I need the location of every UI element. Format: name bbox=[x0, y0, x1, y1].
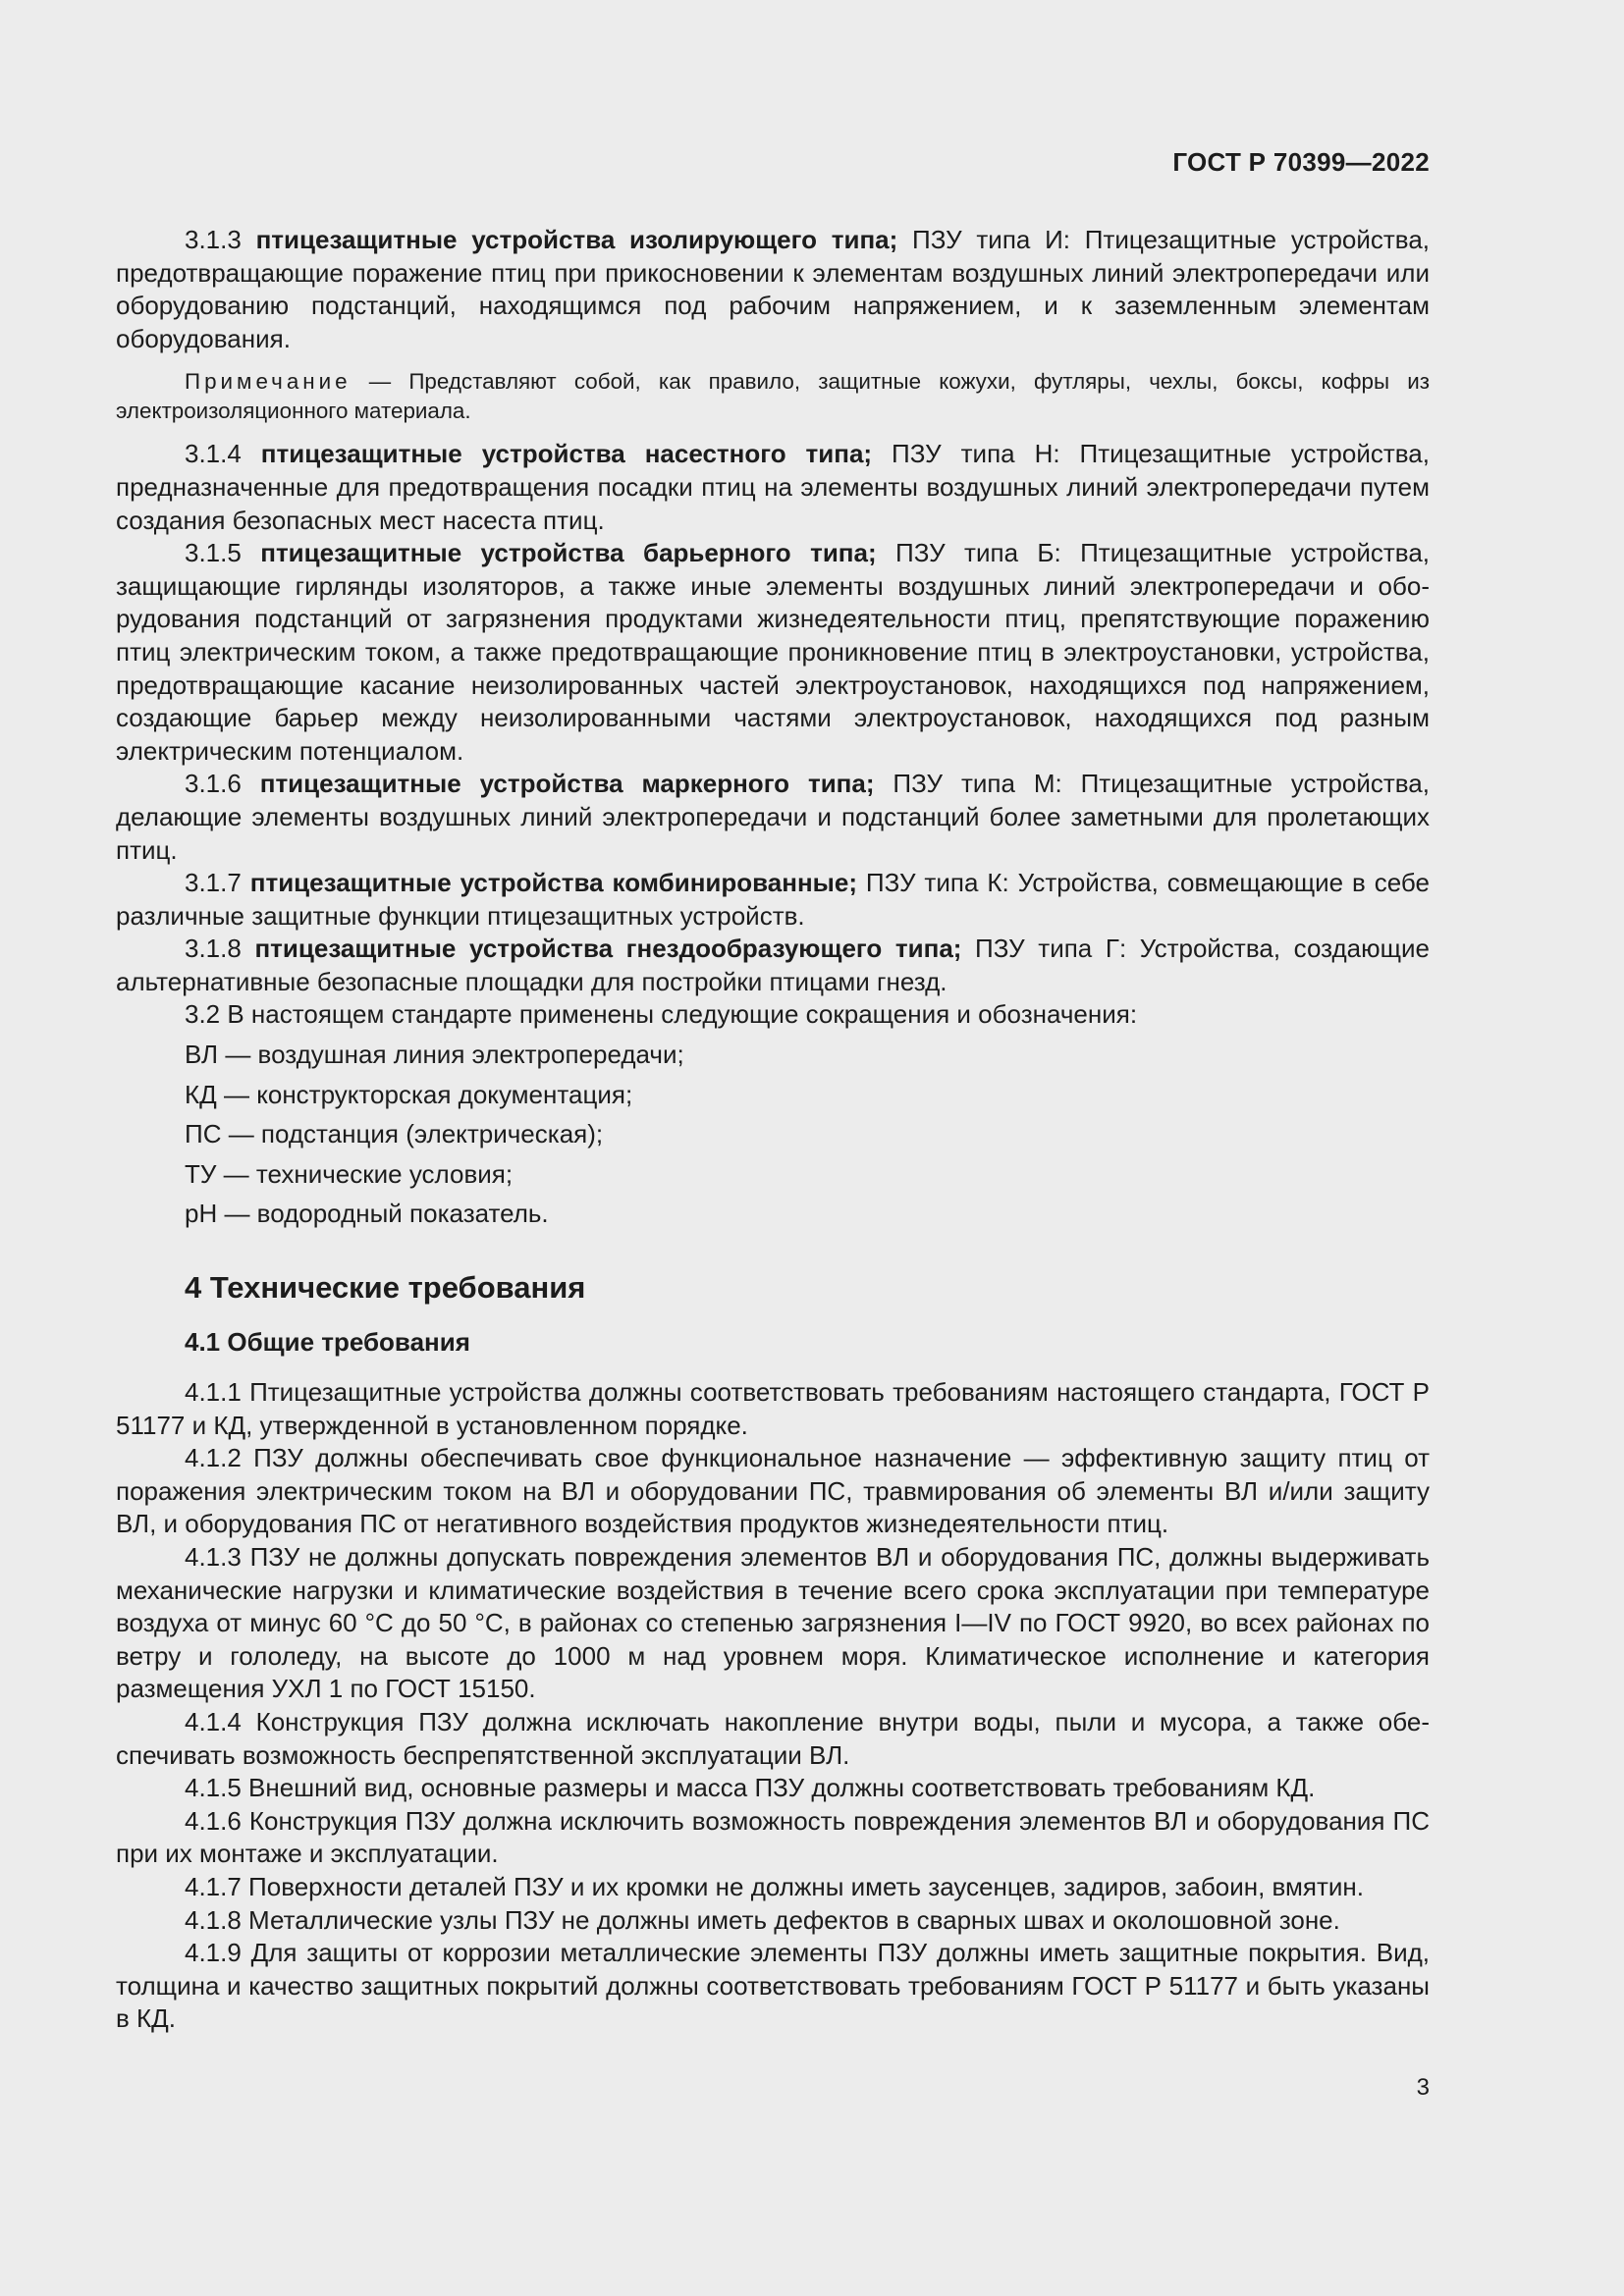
abbreviation-item: рН — водородный показатель. bbox=[185, 1199, 549, 1229]
term: птицезащитные устройства изолирующего типа; bbox=[255, 225, 898, 254]
definition-3-1-6 bbox=[116, 768, 1430, 867]
requirement-4-1-8: 4.1.8 Металлические узлы ПЗУ не должны иметь дефектов в сварных швах и околошовной зоне. bbox=[185, 1904, 1340, 1935]
clause-number: 3.1.8 bbox=[185, 934, 242, 964]
requirement-4-1-1: 4.1.1 Птицезащитные устройства должны соответствовать требованиям настоящего стандарта, ГОСТ Р 51177 и КД, утвержденной в установленном порядке. bbox=[116, 1377, 1430, 1440]
note-label: Примечание bbox=[185, 369, 352, 395]
abbreviation-item: КД — конструкторская документация; bbox=[185, 1079, 633, 1109]
abbreviation-item: ПС — подстанция (электрическая); bbox=[185, 1119, 604, 1149]
section-4-heading: 4 Технические требования bbox=[185, 1270, 586, 1306]
definition-3-1-3 bbox=[116, 224, 1430, 355]
clause-number: 3.1.6 bbox=[185, 769, 242, 799]
requirement-4-1-3: 4.1.3 ПЗУ не должны допускать повреждения элементов ВЛ и оборудования ПС, должны выдерживать механические нагрузки и климатические воздействия в течение всего срока эксплуатации при температуре воздуха от минус 60 °С до 50 °С, в районах со степенью загрязнения I—IV по ГОСТ 9920, во всех районах по ветру и гололеду, на высоте до 1000 м над уровнем моря. Климатическое исполнение и категория размещения УХЛ 1 по ГОСТ 15150. bbox=[116, 1542, 1430, 1704]
term: птицезащитные устройства комбинированные; bbox=[249, 868, 857, 898]
definition-text: ПЗУ типа Г: Устройства, создающие альтернативные безопасные площадки для постройки птицами гнезд. bbox=[116, 934, 1430, 996]
definition-text: ПЗУ типа Б: Птицезащитные устройства, защищающие гирлянды изоляторов, а также иные элементы воздушных линий электропередачи и оборудования подстанций от загрязнения продуктами жизнедеятельности птиц, препятствующие поражению птиц электрическим током, а также предотвращающие проникновение птиц в электроустановки, устройства, предотвращающие касание неизолированных частей электроустановок, находящихся под напряжением, создающие барьер между неизолированными частями электроустановок, находящихся под разным электрическим потенциалом. bbox=[116, 538, 1430, 766]
definition-text: ПЗУ типа К: Устройства, совмещающие в себе различные защитные функции птицезащитных устройств. bbox=[116, 868, 1430, 931]
clause-number: 3.1.5 bbox=[185, 538, 242, 568]
clause-3-2: 3.2 В настоящем стандарте применены следующие сокращения и обозначения: bbox=[185, 999, 1138, 1030]
requirement-4-1-4: 4.1.4 Конструкция ПЗУ должна исключать накопление внутри воды, пыли и мусора, а также обеспечивать возможность беспрепятственной эксплуатации ВЛ. bbox=[116, 1706, 1430, 1770]
note-text: — Представляют собой, как правило, защитные кожухи, футляры, чехлы, боксы, кофры из электроизоляционного материала. bbox=[116, 369, 1430, 424]
requirement-4-1-9: 4.1.9 Для защиты от коррозии металлические элементы ПЗУ должны иметь защитные покрытия. Вид, толщина и качество защитных покрытий должны соответствовать требованиям ГОСТ Р 51177 и быть указаны в КД. bbox=[116, 1938, 1430, 2034]
definition-text: ПЗУ типа М: Птицезащитные устройства, делающие элементы воздушных линий электропередачи и подстанций более заметными для пролетающих птиц. bbox=[116, 769, 1430, 865]
term: птицезащитные устройства насестного типа; bbox=[260, 439, 873, 469]
term: птицезащитные устройства гнездообразующего типа; bbox=[254, 934, 962, 964]
requirement-4-1-5: 4.1.5 Внешний вид, основные размеры и масса ПЗУ должны соответствовать требованиям КД. bbox=[185, 1773, 1316, 1803]
abbreviation-item: ТУ — технические условия; bbox=[185, 1158, 514, 1189]
definition-3-1-8 bbox=[116, 933, 1430, 998]
abbreviation-item: ВЛ — воздушная линия электропередачи; bbox=[185, 1040, 684, 1070]
note bbox=[116, 367, 1430, 426]
clause-number: 3.1.3 bbox=[185, 225, 242, 254]
requirement-4-1-6: 4.1.6 Конструкция ПЗУ должна исключить возможность повреждения элементов ВЛ и оборудования ПС при их монтаже и эксплуатации. bbox=[116, 1805, 1430, 1869]
definition-3-1-7 bbox=[116, 867, 1430, 933]
document-id-header: ГОСТ Р 70399—2022 bbox=[1172, 147, 1430, 177]
page-number: 3 bbox=[1416, 2074, 1430, 2101]
requirement-4-1-2: 4.1.2 ПЗУ должны обеспечивать свое функциональное назначение — эффективную защиту птиц от поражения электрическим током на ВЛ и оборудовании ПС, травмирования об элементы ВЛ и/или защиту ВЛ, и оборудования ПС от негативного воздействия продуктов жизнедеятельности птиц. bbox=[116, 1443, 1430, 1539]
clause-number: 3.1.7 bbox=[185, 868, 242, 898]
document-body bbox=[116, 224, 1430, 2036]
clause-number: 3.1.4 bbox=[185, 439, 242, 469]
term: птицезащитные устройства маркерного типа; bbox=[259, 769, 875, 799]
definition-3-1-5 bbox=[116, 537, 1430, 768]
term: птицезащитные устройства барьерного типа; bbox=[260, 538, 877, 568]
section-4-1-heading: 4.1 Общие требования bbox=[185, 1327, 470, 1358]
requirement-4-1-7: 4.1.7 Поверхности деталей ПЗУ и их кромки не должны иметь заусенцев, задиров, забоин, вмятин. bbox=[185, 1871, 1365, 1901]
definition-3-1-4 bbox=[116, 438, 1430, 537]
definition-text: ПЗУ типа И: Птицезащитные устройства, предотвращающие поражение птиц при прикосновении к элементам воздушных линий электропередачи или оборудованию подстанций, находящимся под рабочим напряжением, и к заземленным элементам оборудования. bbox=[116, 225, 1430, 353]
definition-text: ПЗУ типа Н: Птицезащитные устройства, предназначенные для предотвращения посадки птиц на элементы воздушных линий электропередачи путем создания безопасных мест насеста птиц. bbox=[116, 439, 1430, 535]
